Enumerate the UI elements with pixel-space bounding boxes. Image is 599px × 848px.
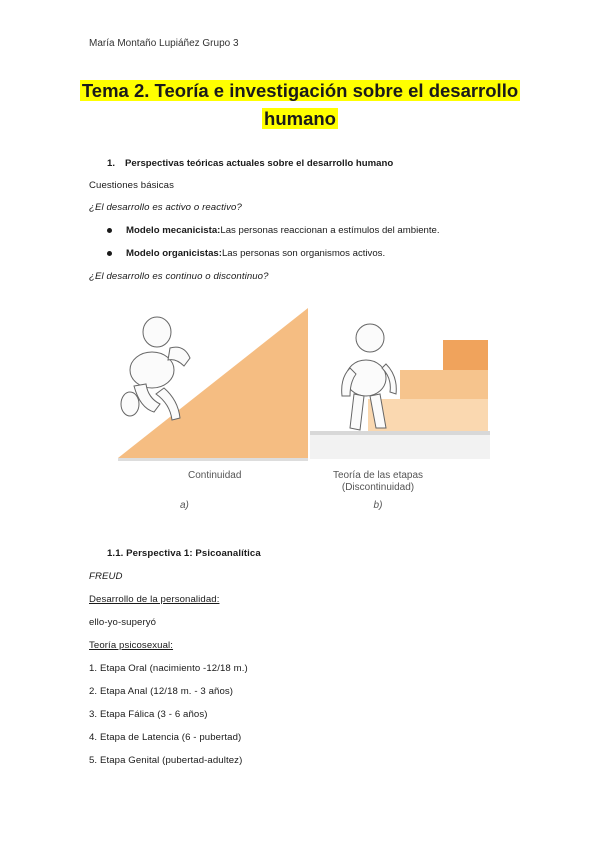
stage-item: 5. Etapa Genital (pubertad-adultez) (89, 755, 243, 766)
stage-item: 1. Etapa Oral (nacimiento -12/18 m.) (89, 663, 248, 674)
stage-item: 3. Etapa Fálica (3 - 6 años) (89, 709, 208, 720)
bullet-text: Las personas son organismos activos. (221, 248, 386, 259)
bullet-term: Modelo mecanicista: (126, 225, 221, 236)
baby-climbing-illustration (121, 317, 190, 420)
step-middle (400, 370, 488, 399)
title-line-1: Tema 2. Teoría e investigación sobre el desarrollo (81, 80, 519, 101)
psychosexual-heading: Teoría psicosexual: (89, 640, 174, 651)
development-figure (110, 308, 500, 523)
label-a: a) (180, 500, 189, 511)
label-b: b) (373, 500, 383, 511)
title-line-2: humano (264, 108, 336, 129)
personality-heading: Desarrollo de la personalidad: (89, 594, 220, 605)
question-active-reactive: ¿El desarrollo es activo o reactivo? (89, 202, 242, 213)
stages-ground (310, 431, 490, 459)
question-continuous: ¿El desarrollo es continuo o discontinuo? (89, 271, 269, 282)
personality-text: ello-yo-superyó (89, 617, 157, 628)
stage-item: 4. Etapa de Latencia (6 - pubertad) (89, 732, 242, 743)
section-number: 1. (107, 158, 116, 169)
caption-stages-line2: (Discontinuidad) (341, 482, 415, 493)
section-heading (107, 158, 393, 169)
step-top (443, 340, 488, 370)
bullet-item (107, 248, 385, 259)
bullet-icon (107, 251, 112, 256)
caption-continuity: Continuidad (188, 470, 242, 481)
bullet-item (107, 225, 440, 236)
subsection-heading: 1.1. Perspectiva 1: Psicoanalítica (107, 548, 261, 559)
bullet-text: Las personas reaccionan a estímulos del ambiente. (220, 225, 440, 236)
author-freud: FREUD (89, 571, 123, 582)
bullet-icon (107, 228, 112, 233)
section-heading-text: Perspectivas teóricas actuales sobre el desarrollo humano (125, 158, 394, 169)
author-header: María Montaño Lupiáñez Grupo 3 (89, 38, 239, 49)
bullet-term: Modelo organicistas: (126, 248, 222, 259)
caption-stages-line1: Teoría de las etapas (332, 470, 424, 481)
basic-questions-label: Cuestiones básicas (89, 180, 174, 191)
stages-steps (368, 340, 488, 431)
stage-item: 2. Etapa Anal (12/18 m. - 3 años) (89, 686, 234, 697)
ramp-ground (118, 458, 308, 461)
page-title (60, 78, 540, 134)
